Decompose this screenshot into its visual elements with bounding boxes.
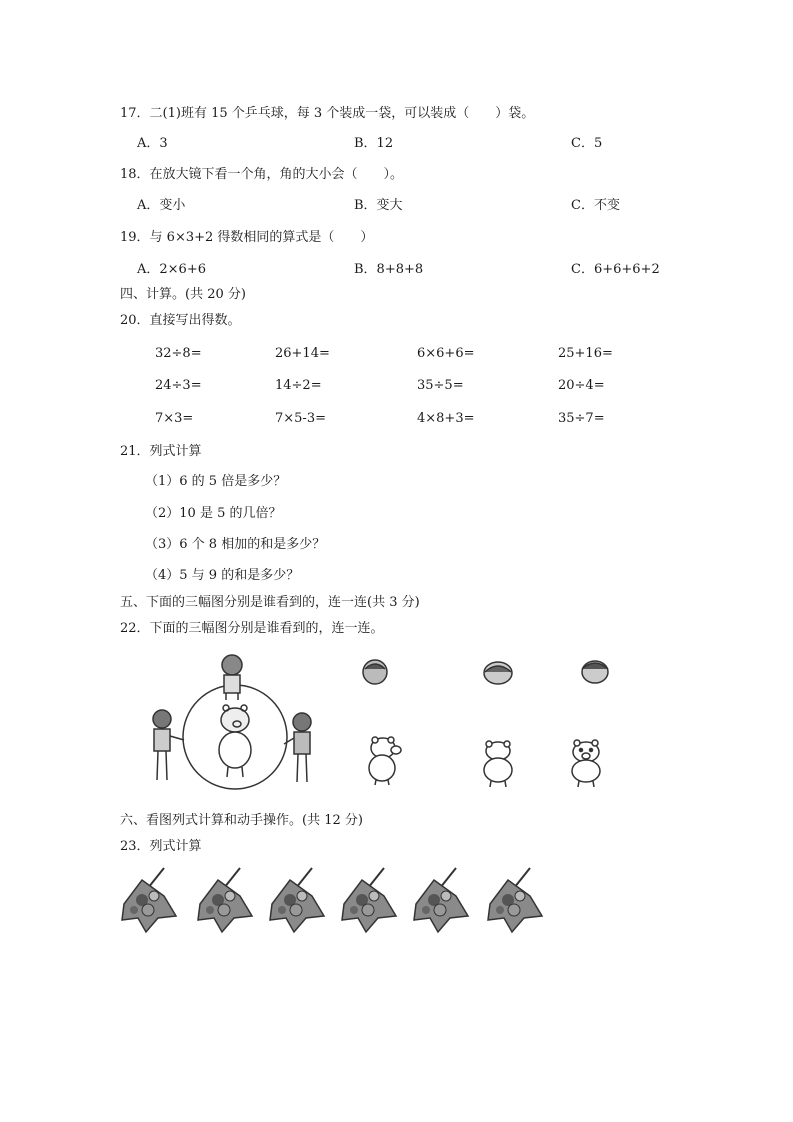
- bouquets-row: [118, 866, 558, 938]
- calc-item: 20÷4=: [558, 378, 605, 393]
- q17-option-c[interactable]: C．5: [571, 136, 603, 151]
- question-19-stem: 19．与 6×3+2 得数相同的算式是（ ）: [120, 230, 374, 245]
- calc-item: 26+14=: [275, 346, 330, 361]
- bouquet-icon: [122, 868, 176, 932]
- bouquet-icon: [414, 868, 468, 932]
- section-4-heading: 四、计算。(共 20 分): [120, 287, 246, 302]
- q18-option-a[interactable]: A．变小: [137, 198, 186, 213]
- pig-side-view[interactable]: [362, 734, 404, 786]
- q17-option-b[interactable]: B．12: [354, 136, 394, 151]
- question-22-stem: 22．下面的三幅图分别是谁看到的，连一连。: [120, 621, 384, 636]
- calc-item: 35÷7=: [558, 411, 605, 426]
- q18-option-c[interactable]: C．不变: [571, 198, 620, 213]
- bouquet-icon: [488, 868, 542, 932]
- calc-item: 6×6+6=: [417, 346, 475, 361]
- q21-item-3: （3）6 个 8 相加的和是多少？: [145, 537, 326, 552]
- pig-front-view[interactable]: [565, 738, 607, 788]
- q17-option-a[interactable]: A．3: [137, 136, 168, 151]
- q21-item-4: （4）5 与 9 的和是多少？: [145, 568, 300, 583]
- calc-item: 14÷2=: [275, 378, 322, 393]
- bouquet-icon: [270, 868, 324, 932]
- calc-item: 32÷8=: [155, 346, 202, 361]
- q19-option-b[interactable]: B．8+8+8: [354, 262, 424, 277]
- question-17-stem: 17．二(1)班有 15 个乒乓球，每 3 个装成一袋，可以装成（ ）袋。: [120, 106, 535, 121]
- children-around-pig-figure: [140, 652, 330, 792]
- section-6-heading: 六、看图列式计算和动手操作。(共 12 分): [120, 813, 363, 828]
- q19-option-c[interactable]: C．6+6+6+2: [571, 262, 660, 277]
- calc-item: 4×8+3=: [417, 411, 475, 426]
- pig-back-view[interactable]: [478, 738, 518, 788]
- calc-item: 7×5-3=: [275, 411, 326, 426]
- section-5-heading: 五、下面的三幅图分别是谁看到的，连一连(共 3 分): [120, 595, 420, 610]
- q21-item-2: （2）10 是 5 的几倍？: [145, 506, 282, 521]
- q18-option-b[interactable]: B．变大: [354, 198, 403, 213]
- question-21-stem: 21．列式计算: [120, 444, 202, 459]
- q19-option-a[interactable]: A．2×6+6: [137, 262, 206, 277]
- calc-item: 35÷5=: [417, 378, 464, 393]
- calc-item: 25+16=: [558, 346, 613, 361]
- bouquet-icon: [342, 868, 396, 932]
- question-23-stem: 23．列式计算: [120, 839, 202, 854]
- child-head-view-2[interactable]: [481, 658, 515, 688]
- child-head-view-3[interactable]: [578, 656, 612, 686]
- question-20-stem: 20．直接写出得数。: [120, 313, 241, 328]
- calc-item: 24÷3=: [155, 378, 202, 393]
- question-18-stem: 18．在放大镜下看一个角，角的大小会（ ）。: [120, 167, 404, 182]
- q21-item-1: （1）6 的 5 倍是多少？: [145, 474, 287, 489]
- calc-item: 7×3=: [155, 411, 194, 426]
- bouquet-icon: [198, 868, 252, 932]
- child-head-view-1[interactable]: [360, 657, 390, 689]
